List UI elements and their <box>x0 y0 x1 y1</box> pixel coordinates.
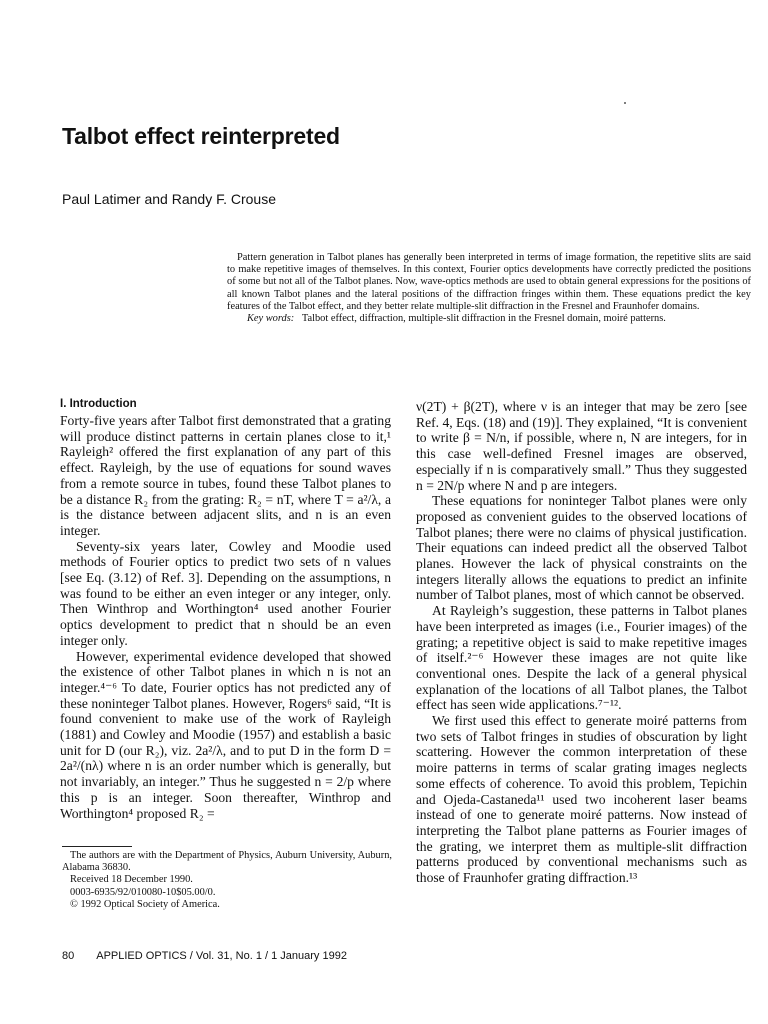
paragraph: At Rayleigh’s suggestion, these patterns in Talbot planes have been interpreted as images (i.e., Fourier images) of the grating; a repetitive object is said to make repetitive images of itself.²⁻⁶ However these images are not quite like conventional ones. Despite the lack of a general physical explanation of the locations of all Talbot planes, the Talbot effect has seen wide applications.⁷⁻¹². <box>416 603 747 713</box>
footnotes <box>62 850 392 911</box>
footnote-divider <box>62 846 132 847</box>
page-number: 80 <box>62 950 75 962</box>
paragraph: However, experimental evidence developed that showed the existence of other Talbot planes in which n is not an integer.⁴⁻⁶ To date, Fourier optics has not predicted any of these noninteger Talbot planes. However, Rogers⁶ said, “It is found convenient to make use of the work of Rayleigh (1881) and Cowley and Moodie (1957) and establish a basic unit for D (our R₂), viz. 2a²/λ, and to put D in the form D = 2a²/(nλ) where n is an order number which is generally, but not invariably, an integer.” Thus he suggested n = 2/p where this p is an integer. Soon thereafter, Winthrop and Worthington⁴ proposed R₂ = <box>60 648 391 821</box>
keywords-label: Key words: <box>247 313 295 325</box>
paragraph: Forty-five years after Talbot first demonstrated that a grating will produce distinct patterns in certain planes close to it,¹ Rayleigh² offered the first explanation of any part of this effect. Rayleigh, by the use of equations for sound waves from a remote source in tubes, found these Talbot planes to be a distance R₂ from the grating: R₂ = nT, where T = a²/λ, a is the distance between adjacent slits, and n is an even integer. <box>60 413 391 538</box>
footnote-code: 0003-6935/92/010080-10$05.00/0. <box>70 886 216 898</box>
footnote-affiliation: The authors are with the Department of Physics, Auburn University, Auburn, Alabama 36830. <box>62 850 392 874</box>
keywords-line <box>227 313 751 325</box>
abstract-text: Pattern generation in Talbot planes has generally been interpreted in terms of image formation, the repetitive slits are said to make repetitive images of themselves. In this context, Fourier optics developments have correctly predicted the positions of some but not all of the Talbot planes. Now, wave-optics methods are used to obtain general expressions for the positions of all known Talbot planes and the lateral positions of the diffraction fringes within them. These equations predict the key features of the Talbot effect, and they better relate multiple-slit diffraction in the Fresnel and Fraunhofer domains. <box>227 252 751 312</box>
section-heading-introduction: I. Introduction <box>60 398 137 410</box>
paragraph: ν(2T) + β(2T), where ν is an integer that may be zero [see Ref. 4, Eqs. (18) and (19)]. They explained, “It is convenient to write β = N/n, if possible, where n, N are integers, for in this case well-defined Fresnel images are observed, especially if n is comparatively small.” Thus they suggested n = 2N/p where N and p are integers. <box>416 399 747 493</box>
paragraph: We first used this effect to generate moiré patterns from two sets of Talbot fringes in studies of obscuration by light scattering. However the common interpretation of these moire patterns in terms of scalar grating images neglects some effects of coherence. To avoid this problem, Tepichin and Ojeda-Castaneda¹¹ used two incoherent laser beams instead of one to generate moiré patterns. Now instead of interpreting the Talbot plane patterns as Fourier images of the grating, we interpret them as multiple-slit diffraction patterns produced by conventional mechanisms such as those of Fraunhofer grating diffraction.¹³ <box>416 713 747 886</box>
paragraph: Seventy-six years later, Cowley and Moodie used methods of Fourier optics to predict two sets of n values [see Eq. (3.12) of Ref. 3]. Depending on the assumptions, n was found to be either an even integer or any integer, only. Then Winthrop and Worthington⁴ used another Fourier optics development to predict that n should be an even integer only. <box>60 538 391 648</box>
footnote-copyright: © 1992 Optical Society of America. <box>70 898 220 910</box>
paper-title: Talbot effect reinterpreted <box>62 123 340 149</box>
body-column-right <box>416 399 747 886</box>
paragraph: These equations for noninteger Talbot planes were only proposed as convenient guides to the observed locations of Talbot planes; there were no claims of physical justification. Their equations can indeed predict all the observed Talbot planes. However the lack of physical constraints on the integers literally allows the equations to predict an infinite number of Talbot planes, most of which cannot be observed. <box>416 493 747 603</box>
author-line: Paul Latimer and Randy F. Crouse <box>62 191 276 207</box>
journal-citation: APPLIED OPTICS / Vol. 31, No. 1 / 1 January 1992 <box>96 950 347 962</box>
body-column-left <box>60 398 391 821</box>
running-footer <box>62 950 369 962</box>
footnote-received: Received 18 December 1990. <box>70 874 193 886</box>
keywords-text: Talbot effect, diffraction, multiple-slit diffraction in the Fresnel domain, moiré patterns. <box>301 313 666 325</box>
stray-mark <box>624 102 626 104</box>
abstract <box>227 252 751 325</box>
